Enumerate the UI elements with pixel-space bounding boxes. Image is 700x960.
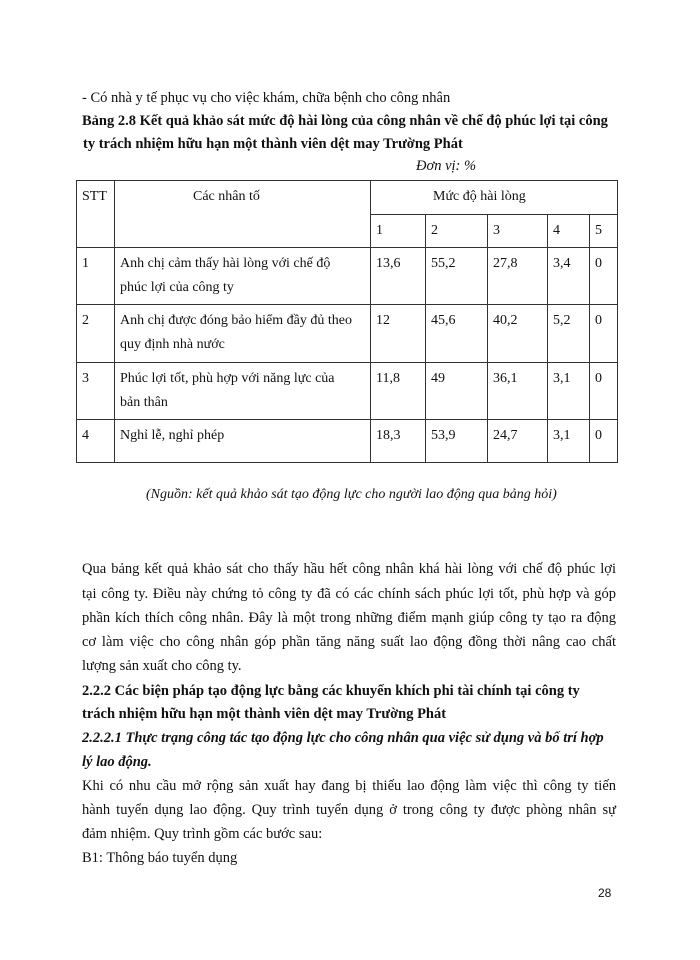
header-satisfaction-level: Mức độ hài lòng xyxy=(371,181,618,215)
table-caption-line2: ty trách nhiệm hữu hạn một thành viên dệt may Trường Phát xyxy=(83,136,463,152)
paragraph-line: phần kích thích công nhân. Đây là một trong những điểm mạnh giúp công ty tạo ra động xyxy=(82,610,616,626)
row-factor-line: Anh chị cảm thấy hài lòng với chế độ xyxy=(120,256,331,271)
table-row xyxy=(77,248,618,305)
intro-bullet: - Có nhà y tế phục vụ cho việc khám, chữa bệnh cho công nhân xyxy=(82,90,451,106)
level-4: 4 xyxy=(548,215,590,248)
row-value: 27,8 xyxy=(488,248,548,305)
table-row xyxy=(77,420,618,463)
row-value: 24,7 xyxy=(488,420,548,463)
step-b1: B1: Thông báo tuyển dụng xyxy=(82,850,238,866)
level-3: 3 xyxy=(488,215,548,248)
page-number: 28 xyxy=(598,886,612,900)
row-factor-line: bản thân xyxy=(120,395,168,410)
row-stt: 2 xyxy=(77,305,115,363)
row-stt: 4 xyxy=(77,420,115,463)
row-factor-line: Nghỉ lễ, nghỉ phép xyxy=(120,428,225,443)
row-factor-line: quy định nhà nước xyxy=(120,337,225,352)
row-value: 53,9 xyxy=(426,420,488,463)
paragraph-line: hành tuyển dụng lao động. Quy trình tuyển dụng ở trong công ty được phòng nhân sự xyxy=(82,802,616,818)
row-value: 3,4 xyxy=(548,248,590,305)
paragraph-line: Qua bảng kết quả khảo sát cho thấy hầu hết công nhân khá hài lòng với chế độ phúc lợi xyxy=(82,561,616,577)
header-stt: STT xyxy=(77,181,115,248)
row-value: 11,8 xyxy=(371,363,426,420)
row-value: 40,2 xyxy=(488,305,548,363)
source-note: (Nguồn: kết quả khảo sát tạo động lực cho người lao động qua bảng hỏi) xyxy=(146,487,557,502)
table-caption-line1: Bảng 2.8 Kết quả khảo sát mức độ hài lòng của công nhân về chế độ phúc lợi tại công xyxy=(82,113,608,129)
row-factor-line: Anh chị được đóng bảo hiểm đầy đủ theo xyxy=(120,313,352,328)
paragraph-line: lượng sản xuất cho công ty. xyxy=(82,658,242,674)
paragraph-line: cơ làm việc cho công nhân góp phần tăng năng suất lao động đồng thời nâng cao chất xyxy=(82,634,616,650)
row-value: 5,2 xyxy=(548,305,590,363)
row-factor xyxy=(115,248,371,305)
section-heading-222-cont: trách nhiệm hữu hạn một thành viên dệt may Trường Phát xyxy=(82,706,447,722)
table-row xyxy=(77,305,618,363)
paragraph-line: tại công ty. Điều này chứng tỏ công ty đã có các chính sách phúc lợi tốt, phù hợp và góp xyxy=(82,586,616,602)
row-value: 0 xyxy=(590,420,618,463)
row-value: 55,2 xyxy=(426,248,488,305)
row-value: 13,6 xyxy=(371,248,426,305)
row-value: 49 xyxy=(426,363,488,420)
paragraph-line: Khi có nhu cầu mở rộng sản xuất hay đang bị thiếu lao động làm việc thì công ty tiến xyxy=(82,778,616,794)
row-value: 3,1 xyxy=(548,420,590,463)
row-factor-line: Phúc lợi tốt, phù hợp với năng lực của xyxy=(120,371,335,386)
subsection-heading-2221: 2.2.2.1 Thực trạng công tác tạo động lực cho công nhân qua việc sử dụng và bố trí hợp xyxy=(82,730,604,746)
row-factor xyxy=(115,305,371,363)
row-value: 0 xyxy=(590,305,618,363)
row-value: 0 xyxy=(590,248,618,305)
row-stt: 3 xyxy=(77,363,115,420)
subsection-heading-2221-cont: lý lao động. xyxy=(82,754,152,770)
row-value: 12 xyxy=(371,305,426,363)
level-1: 1 xyxy=(371,215,426,248)
row-value: 0 xyxy=(590,363,618,420)
level-2: 2 xyxy=(426,215,488,248)
header-factor: Các nhân tố xyxy=(115,181,371,248)
unit-label: Đơn vị: % xyxy=(416,158,477,174)
level-5: 5 xyxy=(590,215,618,248)
table-header-row xyxy=(77,181,618,215)
row-value: 18,3 xyxy=(371,420,426,463)
row-factor xyxy=(115,363,371,420)
row-value: 36,1 xyxy=(488,363,548,420)
table-row xyxy=(77,363,618,420)
row-value: 45,6 xyxy=(426,305,488,363)
row-factor xyxy=(115,420,371,463)
row-factor-line: phúc lợi của công ty xyxy=(120,280,234,295)
paragraph-line: đảm nhiệm. Quy trình gồm các bước sau: xyxy=(82,826,323,842)
section-heading-222: 2.2.2 Các biện pháp tạo động lực bằng các khuyến khích phi tài chính tại công ty xyxy=(82,683,580,699)
survey-table xyxy=(76,180,618,463)
row-value: 3,1 xyxy=(548,363,590,420)
row-stt: 1 xyxy=(77,248,115,305)
